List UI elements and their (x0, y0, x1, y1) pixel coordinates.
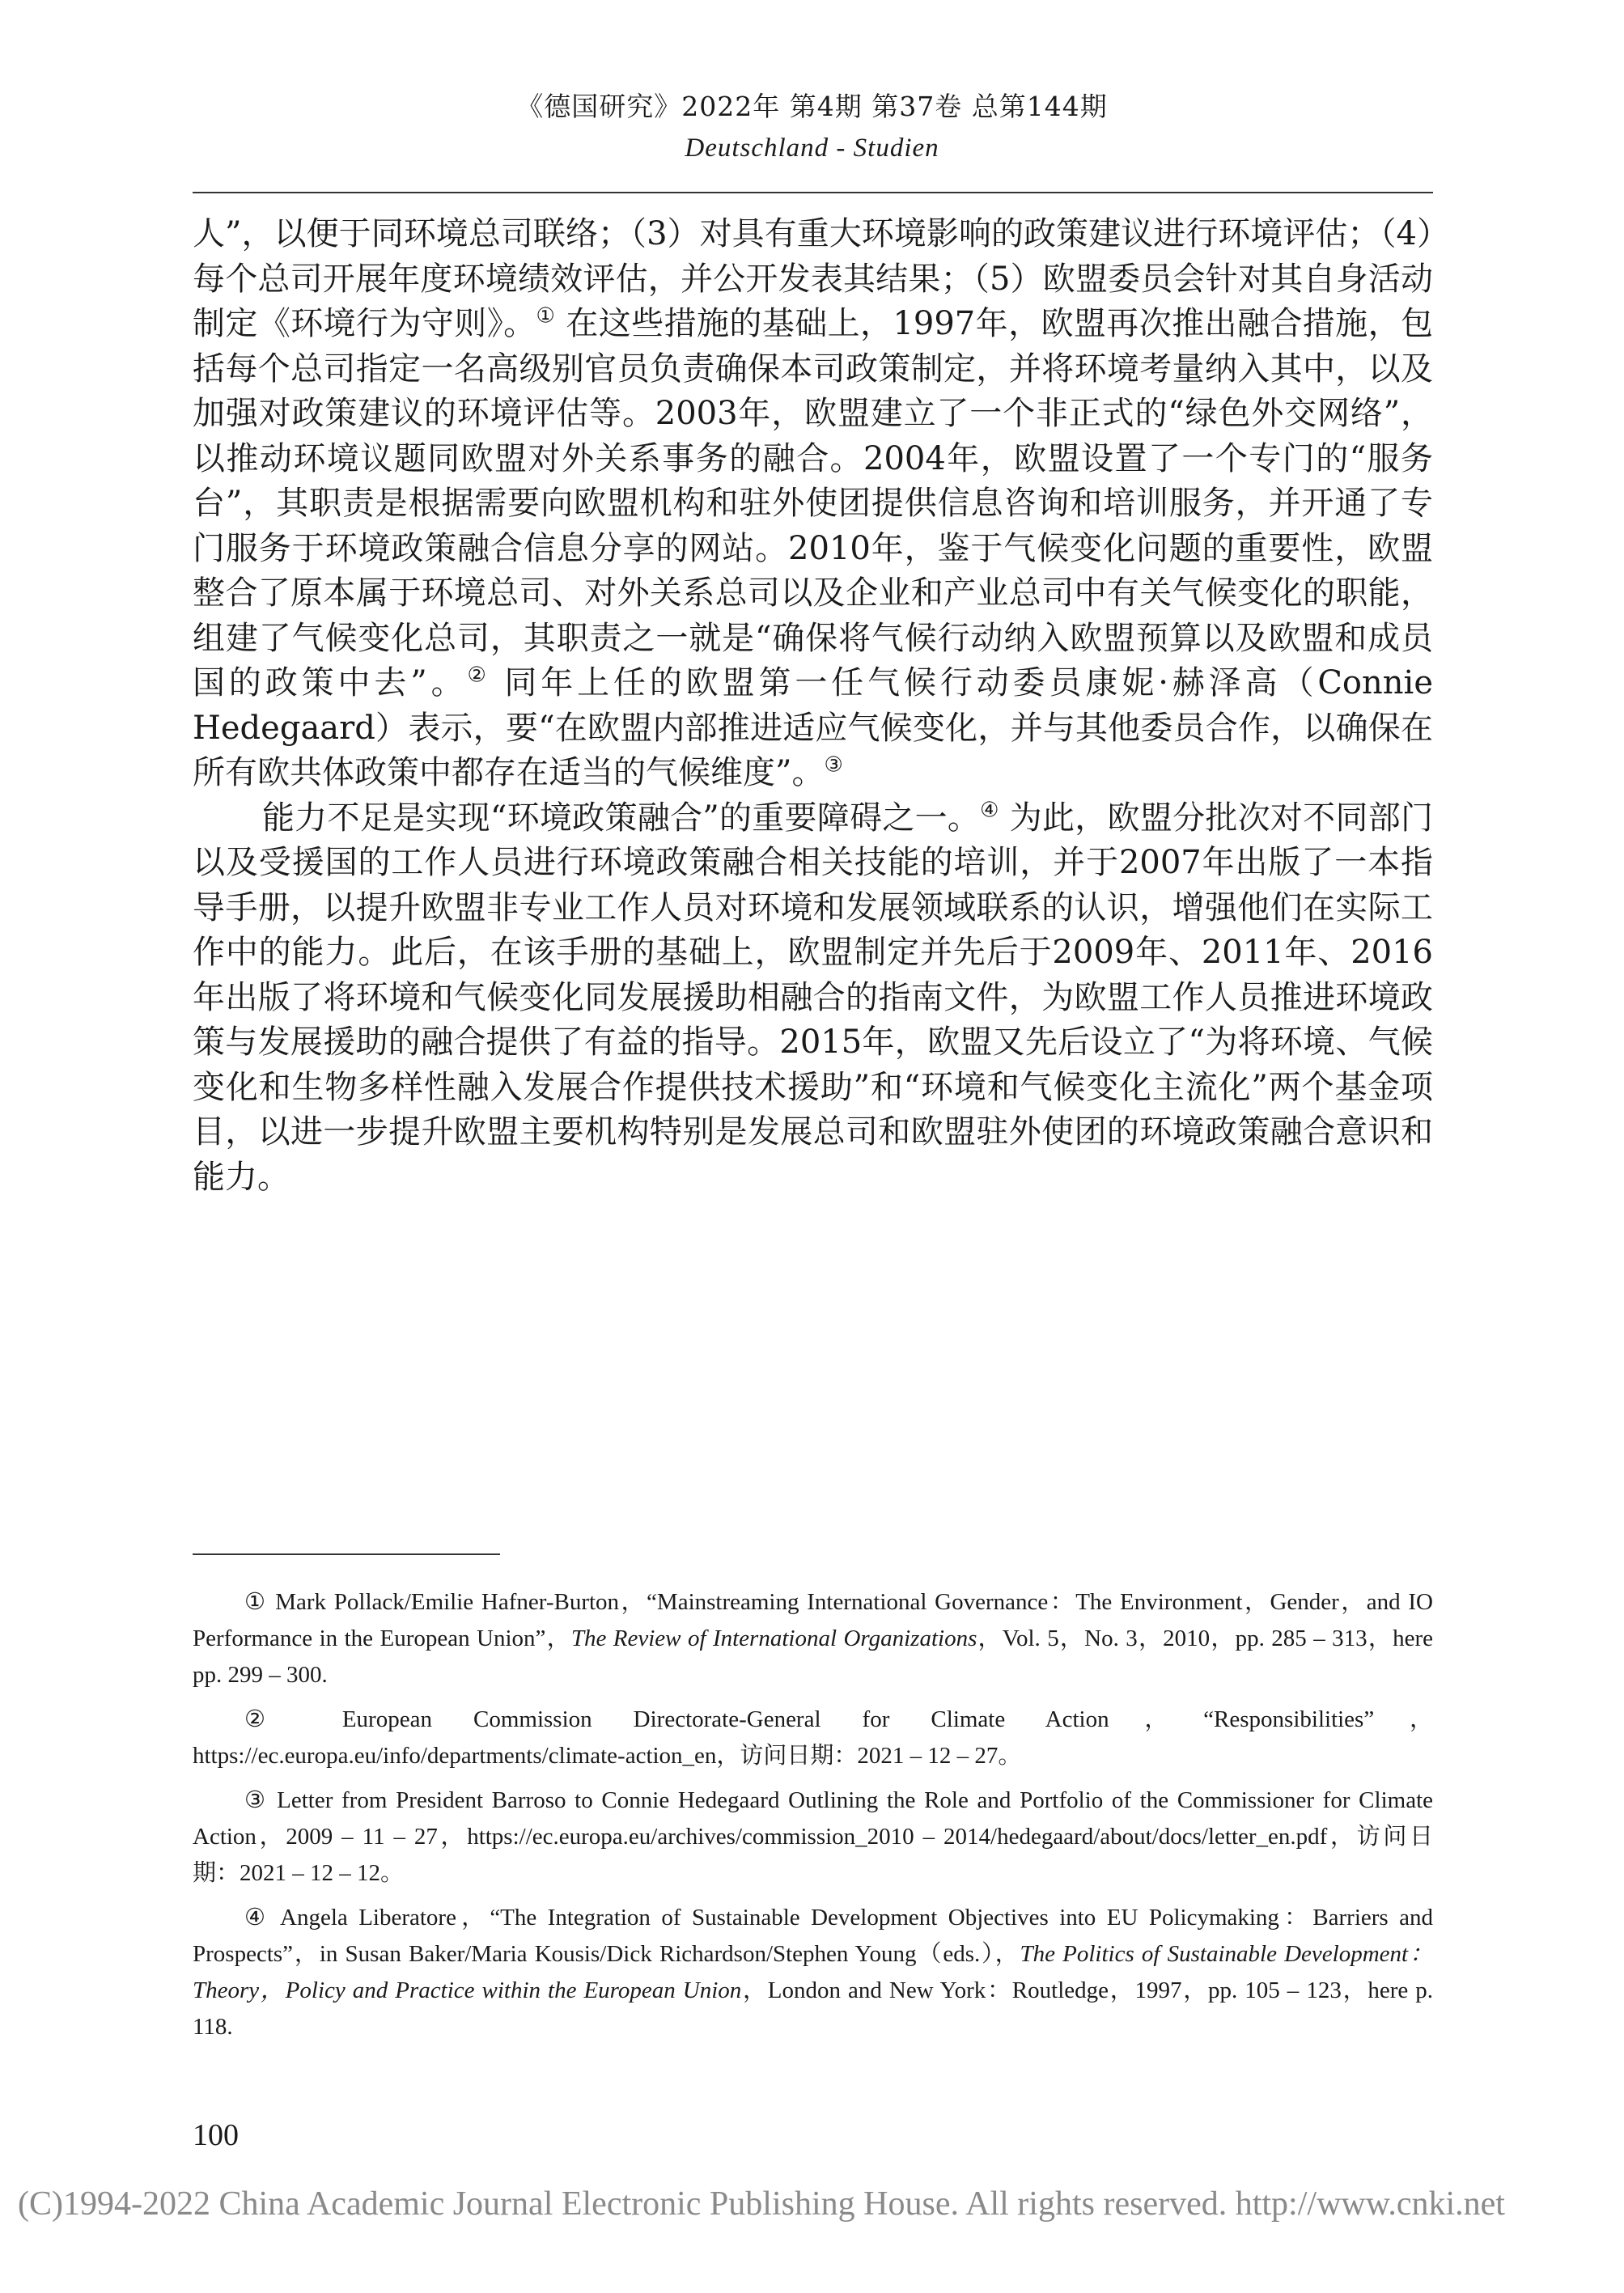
paragraph-2 (193, 796, 1433, 1201)
footnote-4-mark: ④ (244, 1905, 271, 1931)
footnote-1-journal: The Review of International Organizations (570, 1625, 977, 1651)
copyright-watermark: (C)1994-2022 China Academic Journal Electronic Publishing House. All rights reserved. http://www.cnki.net (18, 2185, 1505, 2223)
footnote-4 (193, 1900, 1433, 2045)
footnote-1 (193, 1584, 1433, 1693)
paragraph-1-part-c: 同年上任的欧盟第一任气候行动委员康妮·赫泽高（Connie Hedegaard）表示，要“在欧盟内部推进适应气候变化，并与其他委员合作，以确保在所有欧共体政策中都存在适当的气候维度”。 (193, 664, 1434, 791)
footnote-2-mark: ② (244, 1706, 301, 1732)
header-divider (193, 192, 1433, 193)
running-header-title: 《德国研究》2022年 第4期 第37卷 总第144期 (516, 91, 1108, 122)
footnote-1-text-b: ，Vol. 5，No. 3，2010，pp. 285 – 313，here pp. 299 – 300. (193, 1625, 1433, 1688)
running-header-subtitle: Deutschland - Studien (685, 134, 939, 163)
footnote-3-text: Letter from President Barroso to Connie Hedegaard Outlining the Role and Portfolio of the Commissioner for Climate Action，2009 – 11 – 27，https://ec.europa.eu/archives/commission_2010 – 2014/hedegaard/about/docs/letter_en.pdf，访问日期：2021 – 12 – 12。 (193, 1787, 1433, 1886)
paragraph-1-part-a: 人”，以便于同环境总司联络；（3）对具有重大环境影响的政策建议进行环境评估；（4）每个总司开展年度环境绩效评估，并公开发表其结果；（5）欧盟委员会针对其自身活动制定《环境行为守则》。 (193, 215, 1433, 342)
footnote-ref-3[interactable]: ③ (824, 752, 843, 778)
footnotes (193, 1584, 1433, 2054)
paragraph-2-part-a: 能力不足是实现“环境政策融合”的重要障碍之一。 (262, 799, 981, 837)
footnote-1-text-a: Mark Pollack/Emilie Hafner-Burton，“Mainstreaming International Governance：The Environment，Gender，and IO Performance in the European Union”， (193, 1589, 1434, 1651)
footnote-2-text: European Commission Directorate-General for Climate Action，“Responsibilities”，https://ec.europa.eu/info/departments/climate-action_en，访问日期：2021 – 12 – 27。 (193, 1706, 1434, 1769)
footnote-4-book-title: The Politics of Sustainable Development：Theory，Policy and Practice within the European Union (193, 1941, 1433, 2003)
paragraph-2-part-b: 为此，欧盟分批次对不同部门以及受援国的工作人员进行环境政策融合相关技能的培训，并于2007年出版了一本指导手册，以提升欧盟非专业工作人员对环境和发展领域联系的认识，增强他们在实际工作中的能力。此后，在该手册的基础上，欧盟制定并先后于2009年、2011年、2016年出版了将环境和气候变化同发展援助相融合的指南文件，为欧盟工作人员推进环境政策与发展援助的融合提供了有益的指导。2015年，欧盟又先后设立了“为将环境、气候变化和生物多样性融入发展合作提供技术援助”和“环境和气候变化主流化”两个基金项目，以进一步提升欧盟主要机构特别是发展总司和欧盟驻外使团的环境政策融合意识和能力。 (193, 799, 1433, 1196)
footnote-ref-2[interactable]: ② (467, 663, 490, 688)
footnote-3-mark: ③ (244, 1787, 269, 1813)
page-number: 100 (193, 2118, 239, 2152)
footnote-ref-1[interactable]: ① (536, 303, 556, 328)
paragraph-1 (193, 212, 1433, 796)
footnote-4-text-b: ，London and New York：Routledge，1997，pp. 105 – 123，here p. 118. (193, 1977, 1433, 2040)
footnote-3 (193, 1782, 1433, 1892)
footnote-2 (193, 1702, 1433, 1774)
footnote-ref-4[interactable]: ④ (980, 798, 999, 823)
footnote-divider (193, 1553, 500, 1555)
footnote-4-text-a: Angela Liberatore，“The Integration of Sustainable Development Objectives into EU Policymaking：Barriers and Prospects”，in Susan Baker/Maria Kousis/Dick Richardson/Stephen Young（eds.）， (193, 1905, 1433, 1967)
paragraph-1-part-b: 在这些措施的基础上，1997年，欧盟再次推出融合措施，包括每个总司指定一名高级别官员负责确保本司政策制定，并将环境考量纳入其中，以及加强对政策建议的环境评估等。2003年，欧盟建立了一个非正式的“绿色外交网络”，以推动环境议题同欧盟对外关系事务的融合。2004年，欧盟设置了一个专门的“服务台”，其职责是根据需要向欧盟机构和驻外使团提供信息咨询和培训服务，并开通了专门服务于环境政策融合信息分享的网站。2010年，鉴于气候变化问题的重要性，欧盟整合了原本属于环境总司、对外关系总司以及企业和产业总司中有关气候变化的职能，组建了气候变化总司，其职责之一就是“确保将气候行动纳入欧盟预算以及欧盟和成员国的政策中去”。 (193, 305, 1433, 701)
footnote-1-mark: ① (244, 1589, 268, 1615)
body-text (193, 212, 1433, 1200)
